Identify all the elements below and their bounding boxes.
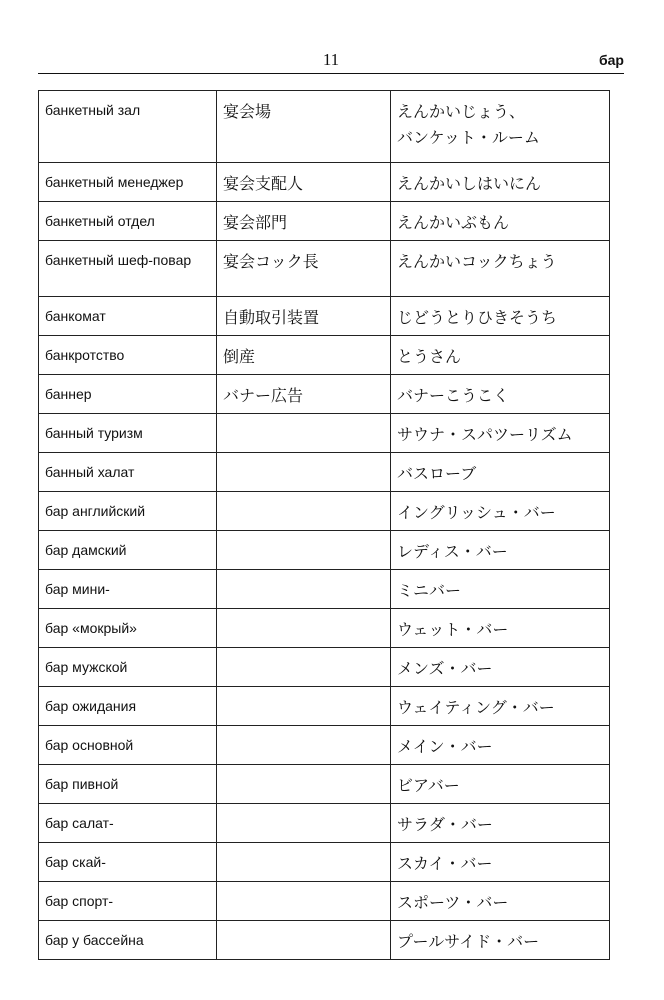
reading-line: サラダ・バー [397, 815, 493, 834]
russian-term: бар английский [39, 492, 217, 531]
table-row [39, 91, 610, 163]
japanese-kanji [217, 882, 391, 921]
table-row [39, 297, 610, 336]
russian-term: банкетный шеф-повар [39, 241, 217, 297]
reading-line: えんかいぶもん [397, 213, 510, 232]
reading-line: メイン・バー [397, 737, 493, 756]
table-row [39, 163, 610, 202]
japanese-kanji [217, 687, 391, 726]
reading-line: えんかいコックちょう [397, 252, 557, 271]
table-row [39, 609, 610, 648]
russian-term: баннер [39, 375, 217, 414]
page-header [38, 0, 624, 74]
russian-term: банный туризм [39, 414, 217, 453]
russian-term: банкетный менеджер [39, 163, 217, 202]
japanese-reading [391, 531, 610, 570]
japanese-reading [391, 375, 610, 414]
russian-term: бар дамский [39, 531, 217, 570]
japanese-reading [391, 843, 610, 882]
russian-term: бар мини- [39, 570, 217, 609]
table-row [39, 453, 610, 492]
japanese-reading [391, 297, 610, 336]
running-head: бар [599, 52, 624, 68]
japanese-reading [391, 882, 610, 921]
table-row [39, 241, 610, 297]
japanese-reading [391, 414, 610, 453]
dictionary-table [38, 90, 610, 960]
japanese-kanji [217, 492, 391, 531]
japanese-kanji: バナー広告 [217, 375, 391, 414]
japanese-kanji [217, 726, 391, 765]
russian-term: бар пивной [39, 765, 217, 804]
table-row [39, 804, 610, 843]
japanese-reading [391, 765, 610, 804]
japanese-kanji [217, 570, 391, 609]
page-number: 11 [322, 50, 340, 69]
japanese-reading [391, 453, 610, 492]
japanese-reading [391, 609, 610, 648]
reading-line: レディス・バー [397, 542, 508, 561]
russian-term: банкротство [39, 336, 217, 375]
japanese-kanji: 宴会部門 [217, 202, 391, 241]
reading-line: えんかいしはいにん [397, 174, 542, 193]
japanese-kanji [217, 843, 391, 882]
reading-line: とうさん [397, 347, 462, 366]
japanese-reading [391, 336, 610, 375]
japanese-reading [391, 492, 610, 531]
table-row [39, 202, 610, 241]
header-rule [38, 73, 624, 74]
japanese-kanji [217, 921, 391, 960]
japanese-kanji [217, 609, 391, 648]
russian-term: бар основной [39, 726, 217, 765]
table-row [39, 492, 610, 531]
japanese-kanji: 倒産 [217, 336, 391, 375]
russian-term: бар «мокрый» [39, 609, 217, 648]
reading-line: スカイ・バー [397, 854, 493, 873]
reading-line: バンケット・ルーム [397, 128, 540, 147]
reading-line: ビアバー [397, 776, 460, 795]
table-row [39, 921, 610, 960]
table-row [39, 882, 610, 921]
reading-line: バスローブ [397, 464, 477, 483]
table-row [39, 687, 610, 726]
russian-term: банкомат [39, 297, 217, 336]
russian-term: бар у бассейна [39, 921, 217, 960]
reading-line: バナーこうこく [397, 386, 510, 405]
japanese-kanji: 宴会場 [217, 91, 391, 163]
table-row [39, 336, 610, 375]
table-row [39, 648, 610, 687]
japanese-reading [391, 726, 610, 765]
japanese-kanji [217, 648, 391, 687]
table-row [39, 765, 610, 804]
japanese-kanji: 宴会支配人 [217, 163, 391, 202]
reading-line: じどうとりひきそうち [397, 308, 558, 327]
japanese-reading [391, 570, 610, 609]
japanese-kanji: 宴会コック長 [217, 241, 391, 297]
reading-line: イングリッシュ・バー [397, 503, 556, 522]
reading-line: スポーツ・バー [397, 893, 509, 912]
table-row [39, 414, 610, 453]
reading-line: ウェット・バー [397, 620, 509, 639]
japanese-reading [391, 687, 610, 726]
japanese-reading [391, 921, 610, 960]
russian-term: бар спорт- [39, 882, 217, 921]
russian-term: бар мужской [39, 648, 217, 687]
japanese-kanji [217, 531, 391, 570]
japanese-reading [391, 202, 610, 241]
reading-line: メンズ・バー [397, 659, 493, 678]
reading-line: えんかいじょう、 [397, 102, 526, 121]
russian-term: банкетный отдел [39, 202, 217, 241]
japanese-kanji [217, 453, 391, 492]
japanese-kanji [217, 414, 391, 453]
japanese-reading [391, 91, 610, 163]
table-row [39, 843, 610, 882]
russian-term: бар ожидания [39, 687, 217, 726]
japanese-kanji [217, 804, 391, 843]
russian-term: банкетный зал [39, 91, 217, 163]
reading-line: ウェイティング・バー [397, 698, 555, 717]
japanese-kanji: 自動取引装置 [217, 297, 391, 336]
table-row [39, 375, 610, 414]
reading-line: ミニバー [397, 581, 462, 600]
japanese-reading [391, 648, 610, 687]
japanese-reading [391, 241, 610, 297]
table-row [39, 726, 610, 765]
japanese-kanji [217, 765, 391, 804]
table-row [39, 531, 610, 570]
reading-line: プールサイド・バー [397, 932, 540, 951]
russian-term: банный халат [39, 453, 217, 492]
reading-line: サウナ・スパツーリズム [397, 425, 573, 444]
japanese-reading [391, 163, 610, 202]
japanese-reading [391, 804, 610, 843]
table-row [39, 570, 610, 609]
russian-term: бар салат- [39, 804, 217, 843]
dictionary-body [39, 91, 610, 960]
russian-term: бар скай- [39, 843, 217, 882]
